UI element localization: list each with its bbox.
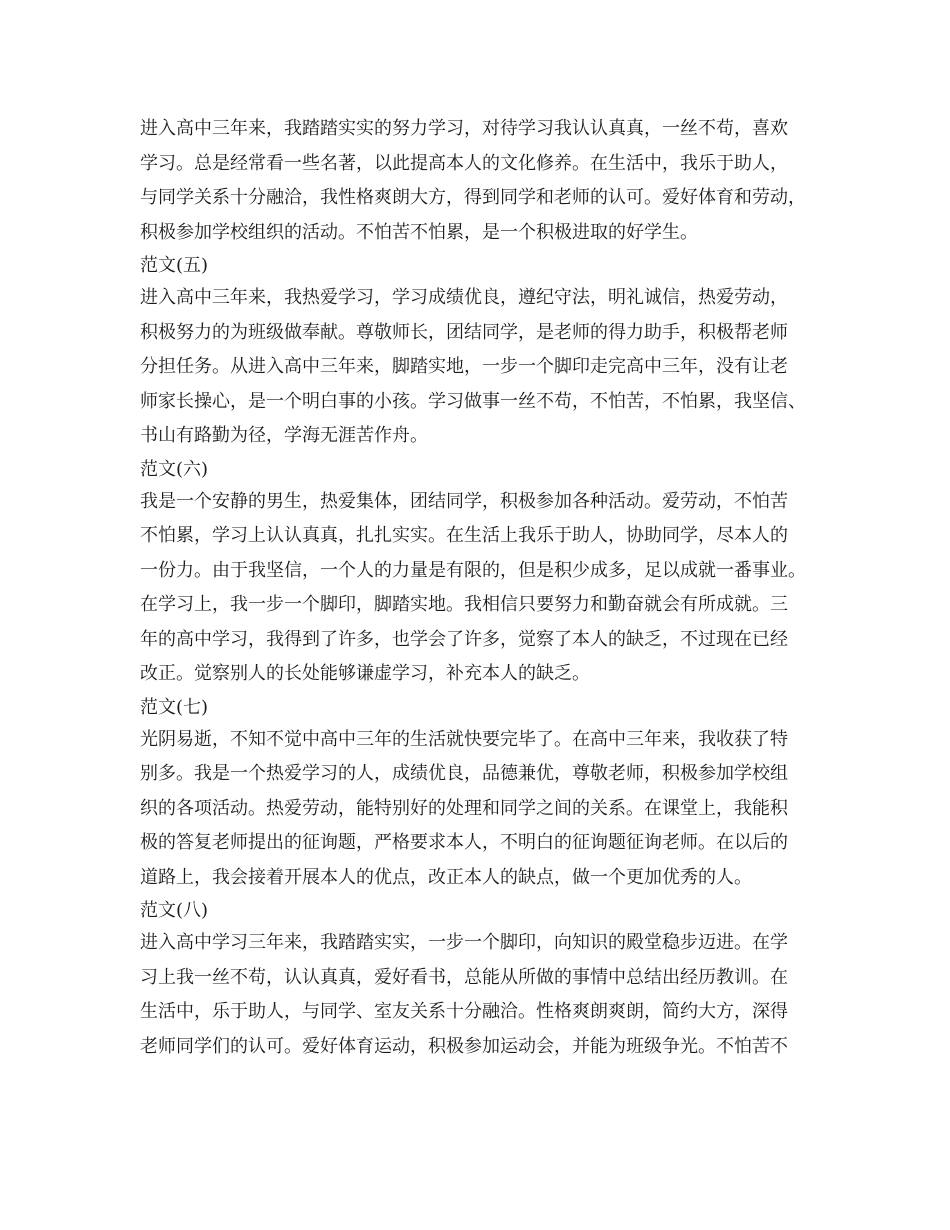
paragraph-line: 积极努力的为班级做奉献。尊敬师长，团结同学，是老师的得力助手，积极帮老师 bbox=[140, 321, 788, 343]
paragraph-line: 进入高中三年来，我热爱学习，学习成绩优良，遵纪守法，明礼诚信，热爱劳动， bbox=[140, 287, 788, 308]
paragraph-line: 生活中，乐于助人，与同学、室友关系十分融洽。性格爽朗爽朗，简约大方，深得 bbox=[140, 1001, 788, 1022]
paragraph-line: 不怕累，学习上认认真真，扎扎实实。在生活上我乐于助人，协助同学，尽本人的 bbox=[140, 525, 788, 546]
paragraph-line: 年的高中学习，我得到了许多，也学会了许多，觉察了本人的缺乏，不过现在已经 bbox=[140, 628, 788, 650]
paragraph-line: 我是一个安静的男生，热爱集体，团结同学，积极参加各种活动。爱劳动，不怕苦 bbox=[140, 490, 788, 512]
paragraph bbox=[140, 723, 830, 896]
document-body bbox=[140, 112, 830, 1064]
paragraph-line: 进入高中学习三年来，我踏踏实实，一步一个脚印，向知识的殿堂稳步迈进。在学 bbox=[140, 932, 788, 953]
paragraph-line: 积极参加学校组织的活动。不怕苦不怕累，是一个积极进取的好学生。 bbox=[140, 221, 698, 243]
paragraph bbox=[140, 112, 830, 250]
paragraph-line: 光阴易逝，不知不觉中高中三年的生活就快要完毕了。在高中三年来，我收获了特 bbox=[140, 728, 788, 750]
paragraph-line: 师家长操心，是一个明白事的小孩。学习做事一丝不苟，不怕苦，不怕累，我坚信、 bbox=[140, 390, 806, 412]
paragraph-line: 分担任务。从进入高中三年来，脚踏实地，一步一个脚印走完高中三年，没有让老 bbox=[140, 356, 788, 377]
paragraph-line: 老师同学们的认可。爱好体育运动，积极参加运动会，并能为班级争光。不怕苦不 bbox=[140, 1035, 788, 1057]
paragraph-line: 织的各项活动。热爱劳动，能特别好的处理和同学之间的关系。在课堂上，我能积 bbox=[140, 797, 788, 819]
paragraph bbox=[140, 926, 830, 1064]
section-heading: 范文(八) bbox=[140, 900, 209, 921]
paragraph-line: 与同学关系十分融洽，我性格爽朗大方，得到同学和老师的认可。爱好体育和劳动， bbox=[140, 187, 806, 208]
paragraph-line: 书山有路勤为径，学海无涯苦作舟。 bbox=[140, 425, 428, 446]
paragraph-line: 极的答复老师提出的征询题，严格要求本人，不明白的征询题征询老师。在以后的 bbox=[140, 832, 788, 853]
paragraph bbox=[140, 485, 830, 692]
section-heading: 范文(五) bbox=[140, 255, 209, 276]
paragraph-line: 一份力。由于我坚信，一个人的力量是有限的，但是积少成多，足以成就一番事业。 bbox=[140, 559, 806, 581]
section-heading: 范文(七) bbox=[140, 696, 209, 718]
section-heading: 范文(六) bbox=[140, 458, 209, 480]
paragraph-line: 进入高中三年来，我踏踏实实的努力学习，对待学习我认认真真，一丝不苟，喜欢 bbox=[140, 118, 788, 139]
paragraph-line: 在学习上，我一步一个脚印，脚踏实地。我相信只要努力和勤奋就会有所成就。三 bbox=[140, 594, 788, 615]
paragraph-line: 习上我一丝不苟，认认真真，爱好看书，总能从所做的事情中总结出经历教训。在 bbox=[140, 966, 788, 988]
paragraph-line: 别多。我是一个热爱学习的人，成绩优良，品德兼优，尊敬老师，积极参加学校组 bbox=[140, 763, 788, 784]
paragraph-line: 改正。觉察别人的长处能够谦虚学习，补充本人的缺乏。 bbox=[140, 663, 590, 684]
paragraph bbox=[140, 281, 830, 454]
paragraph-line: 道路上，我会接着开展本人的优点，改正本人的缺点，做一个更加优秀的人。 bbox=[140, 866, 752, 888]
paragraph-line: 学习。总是经常看一些名著，以此提高本人的文化修养。在生活中，我乐于助人， bbox=[140, 152, 788, 174]
